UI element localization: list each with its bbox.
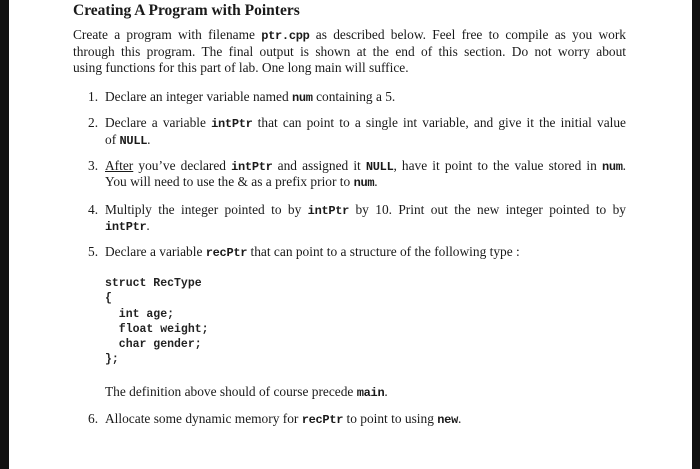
text-segment: . — [384, 384, 388, 399]
list-item-line — [105, 411, 461, 427]
code-line: struct RecType — [105, 277, 202, 290]
text-segment: through this program. The final output is shown at the end of this section. Do not worry about — [73, 44, 626, 59]
text-segment: Declare a variable — [105, 244, 206, 259]
list-number: 6. — [88, 411, 99, 426]
inline-code: new — [437, 413, 458, 427]
list-number: 3. — [88, 158, 99, 173]
text-segment: . — [146, 218, 150, 233]
text-segment: . — [374, 174, 378, 189]
text-segment: Declare a variable — [105, 115, 212, 130]
list-number: 4. — [88, 202, 99, 217]
document-page — [9, 0, 692, 469]
text-segment: using functions for this part of lab. One long main will suffice. — [73, 60, 409, 75]
inline-code: main — [356, 386, 385, 400]
inline-code: num — [353, 176, 375, 190]
text-segment: Multiply the integer pointed to by — [105, 202, 308, 217]
text-segment: . — [622, 158, 627, 173]
text-segment: . — [457, 411, 462, 426]
inline-code: num — [292, 91, 313, 105]
inline-code: recPtr — [205, 246, 248, 260]
text-segment: that can point to a structure of the following type : — [247, 244, 520, 259]
list-item-line — [105, 202, 626, 218]
list-item-line — [105, 244, 520, 260]
list-number: 5. — [88, 244, 99, 259]
inline-code: recPtr — [301, 413, 344, 427]
list-item-line — [105, 132, 150, 148]
text-segment: as described below. Feel free to compile as you work — [309, 27, 626, 42]
text-segment: that can point to a single int variable, and give it the initial value — [252, 115, 627, 130]
definition-note — [105, 384, 388, 400]
list-item-line — [105, 158, 626, 174]
intro-line — [73, 27, 626, 43]
code-line: }; — [105, 353, 119, 366]
text-segment: Create a program with filename — [73, 27, 262, 42]
list-item-line — [105, 174, 378, 190]
inline-code: intPtr — [105, 220, 147, 234]
text-segment: you’ve declared — [133, 158, 232, 173]
text-segment: After — [105, 158, 134, 173]
inline-code: NULL — [119, 134, 148, 148]
list-number: 2. — [88, 115, 99, 130]
section-title: Creating A Program with Pointers — [73, 2, 300, 19]
text-segment: and assigned it — [272, 158, 366, 173]
text-segment: The definition above should of course precede — [105, 384, 357, 399]
inline-code: intPtr — [211, 117, 253, 131]
code-line: int age; — [105, 308, 175, 321]
inline-code: intPtr — [307, 204, 350, 218]
text-segment: to point to using — [343, 411, 438, 426]
inline-code: num — [601, 160, 623, 174]
text-segment: by 10. Print out the new integer pointed to by — [349, 202, 627, 217]
text-segment: of — [105, 132, 120, 147]
intro-line — [73, 60, 409, 76]
text-segment: . — [147, 132, 151, 147]
inline-code: NULL — [365, 160, 394, 174]
inline-code: ptr.cpp — [261, 29, 310, 43]
code-line: char gender; — [105, 338, 202, 351]
list-item-line — [105, 115, 626, 131]
code-line: float weight; — [105, 323, 209, 336]
intro-line — [73, 44, 626, 60]
code-line: { — [105, 292, 112, 305]
inline-code: intPtr — [231, 160, 273, 174]
list-item-line — [105, 89, 395, 105]
text-segment: You will need to use the & as a prefix prior to — [105, 174, 354, 189]
text-segment: , have it point to the value stored in — [393, 158, 602, 173]
list-item-line — [105, 218, 150, 234]
text-segment: Allocate some dynamic memory for — [105, 411, 302, 426]
text-segment: containing a 5. — [312, 89, 396, 104]
text-segment: Declare an integer variable named — [105, 89, 292, 104]
list-number: 1. — [88, 89, 99, 104]
